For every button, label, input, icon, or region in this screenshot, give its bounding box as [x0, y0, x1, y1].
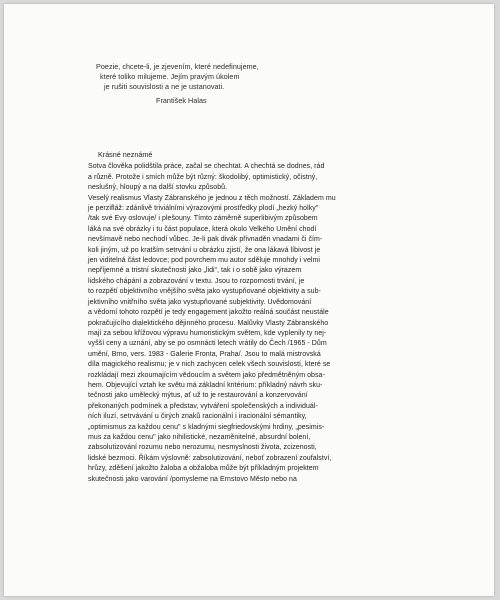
epigraph-author: František Halas: [156, 95, 207, 105]
article-line: Sotva člověka polidštila práce, začal se chechtat. A chechtá se dodnes, rád: [88, 163, 325, 171]
article-line: koli jiným, už po kratším setrvání u obrázku zjistí, že ona lákavá líbivost je: [88, 246, 321, 254]
article-line: nepříjemné a tristní skutečnosti jako „lidi“, tak i o sobě jako výrazem: [88, 267, 302, 275]
article-line: díla magického realismu; je v nich zachycen celek všech souvislostí, které se: [88, 361, 331, 369]
article-line: /tak své Evy oslovuje/ i plešouny. Tímto záměrně superlibivým způsobem: [88, 215, 318, 223]
article-line: skutečnosti jako varování /pomysleme na Ernstovo Město nebo na: [88, 475, 297, 483]
article-line: ních iluzí, setrvávání u čirých znaků racionální i iracionální sémantiky,: [88, 413, 307, 421]
article-line: je perzifláž: zdánlivě triviálními výrazovými prostředky plodí „hezký holky": [88, 205, 319, 213]
article-line: nevšímavě nebo nechodí vůbec. Je-li pak divák přivnaděn vnadami či čím-: [88, 236, 323, 244]
epigraph-line: které toliko milujeme. Jejím pravým úkolem: [100, 72, 240, 82]
article-line: rozkládají mezi zkoumajícím vědoucím a světem jako předmětněným obsa-: [88, 371, 325, 379]
article-line: tečnosti jako umělecký mýtus, ať už to je restaurování a konzervování: [88, 392, 308, 400]
article-line: hem. Objevující vztah ke světu má základní kritérium: příkladný návrh sku-: [88, 381, 323, 389]
article-line: zabsolutizování rozumu nebo nerozumu, nesmyslnosti života, zcizenosti,: [88, 444, 317, 452]
epigraph-line: Poezie, chcete-li, je zjevením, které nedefinujeme,: [96, 62, 259, 71]
article-line: a různě. Protože i smích může být různý: škodolibý, optimistický, očistný,: [88, 173, 318, 181]
article-line: neslušný, hloupý a na další stovku způsobů.: [88, 184, 228, 192]
article-line: láká na své obrázky i tu část populace, která okolo Velkého Umění chodí: [88, 225, 317, 233]
article-line: to rozpětí objektivního vnějšího světa jako vystupňované objektivity a sub-: [88, 288, 321, 296]
article-line: jen viditelná část ledovce; pod povrchem mu autor sděluje mnohdy i velmi: [88, 257, 320, 265]
article-line: lidského chápání a zobrazování v textu. Jsou to rozpornosti trvání, je: [88, 277, 305, 285]
article-line: a vědomí tohoto rozpětí je tedy engagement jakožto reálná součást neustále: [88, 309, 329, 317]
article-line: hrůzy, zděšení jakožto žaloba a obžaloba může být příkladným projektem: [88, 465, 319, 473]
article-line: Veselý realismus Vlasty Zábranského je jednou z těch možností. Základem mu: [88, 194, 336, 202]
article-line: umění, Brno, vers. 1983 - Galerie Fronta, Praha/. Jsou to malá mistrovská: [88, 350, 321, 358]
article-line: mus za každou cenu" jako nihilistické, nezaměnitelné, absurdní bolení,: [88, 433, 311, 441]
epigraph-line: je rušiti souvislosti a ne je ustanovati.: [104, 82, 225, 92]
article: [88, 150, 406, 485]
epigraph: [96, 62, 356, 106]
article-line: vyšší ceny a uznání, aby se po osmnácti letech vrátily do Čech /1965 - Dům: [88, 340, 327, 348]
article-line: pokračujícího dialektického dějinného procesu. Malůvky Vlasty Zábranského: [88, 319, 329, 327]
article-line: mají za sebou křížovou výpravu humoristickým světem, kde vyplenily ty nej-: [88, 329, 327, 337]
article-line: jektivního vnitřního světa jako vystupňované subjektivity. Uvědomování: [88, 298, 312, 306]
article-line: „optimismus za každou cenu" s kladnými siegfriedovskými hrdiny, „pesimis-: [88, 423, 325, 431]
article-line: překonaných podmínek a představ, vytváření společenských a individuál-: [88, 402, 318, 410]
article-title: Krásné neznámé: [98, 150, 153, 159]
article-body: [88, 162, 406, 485]
document-page: [4, 4, 494, 596]
article-line: lidské bezmoci. Říkám výslovně: zabsolutizování, neboť zobrazení zoufalství,: [88, 454, 332, 462]
